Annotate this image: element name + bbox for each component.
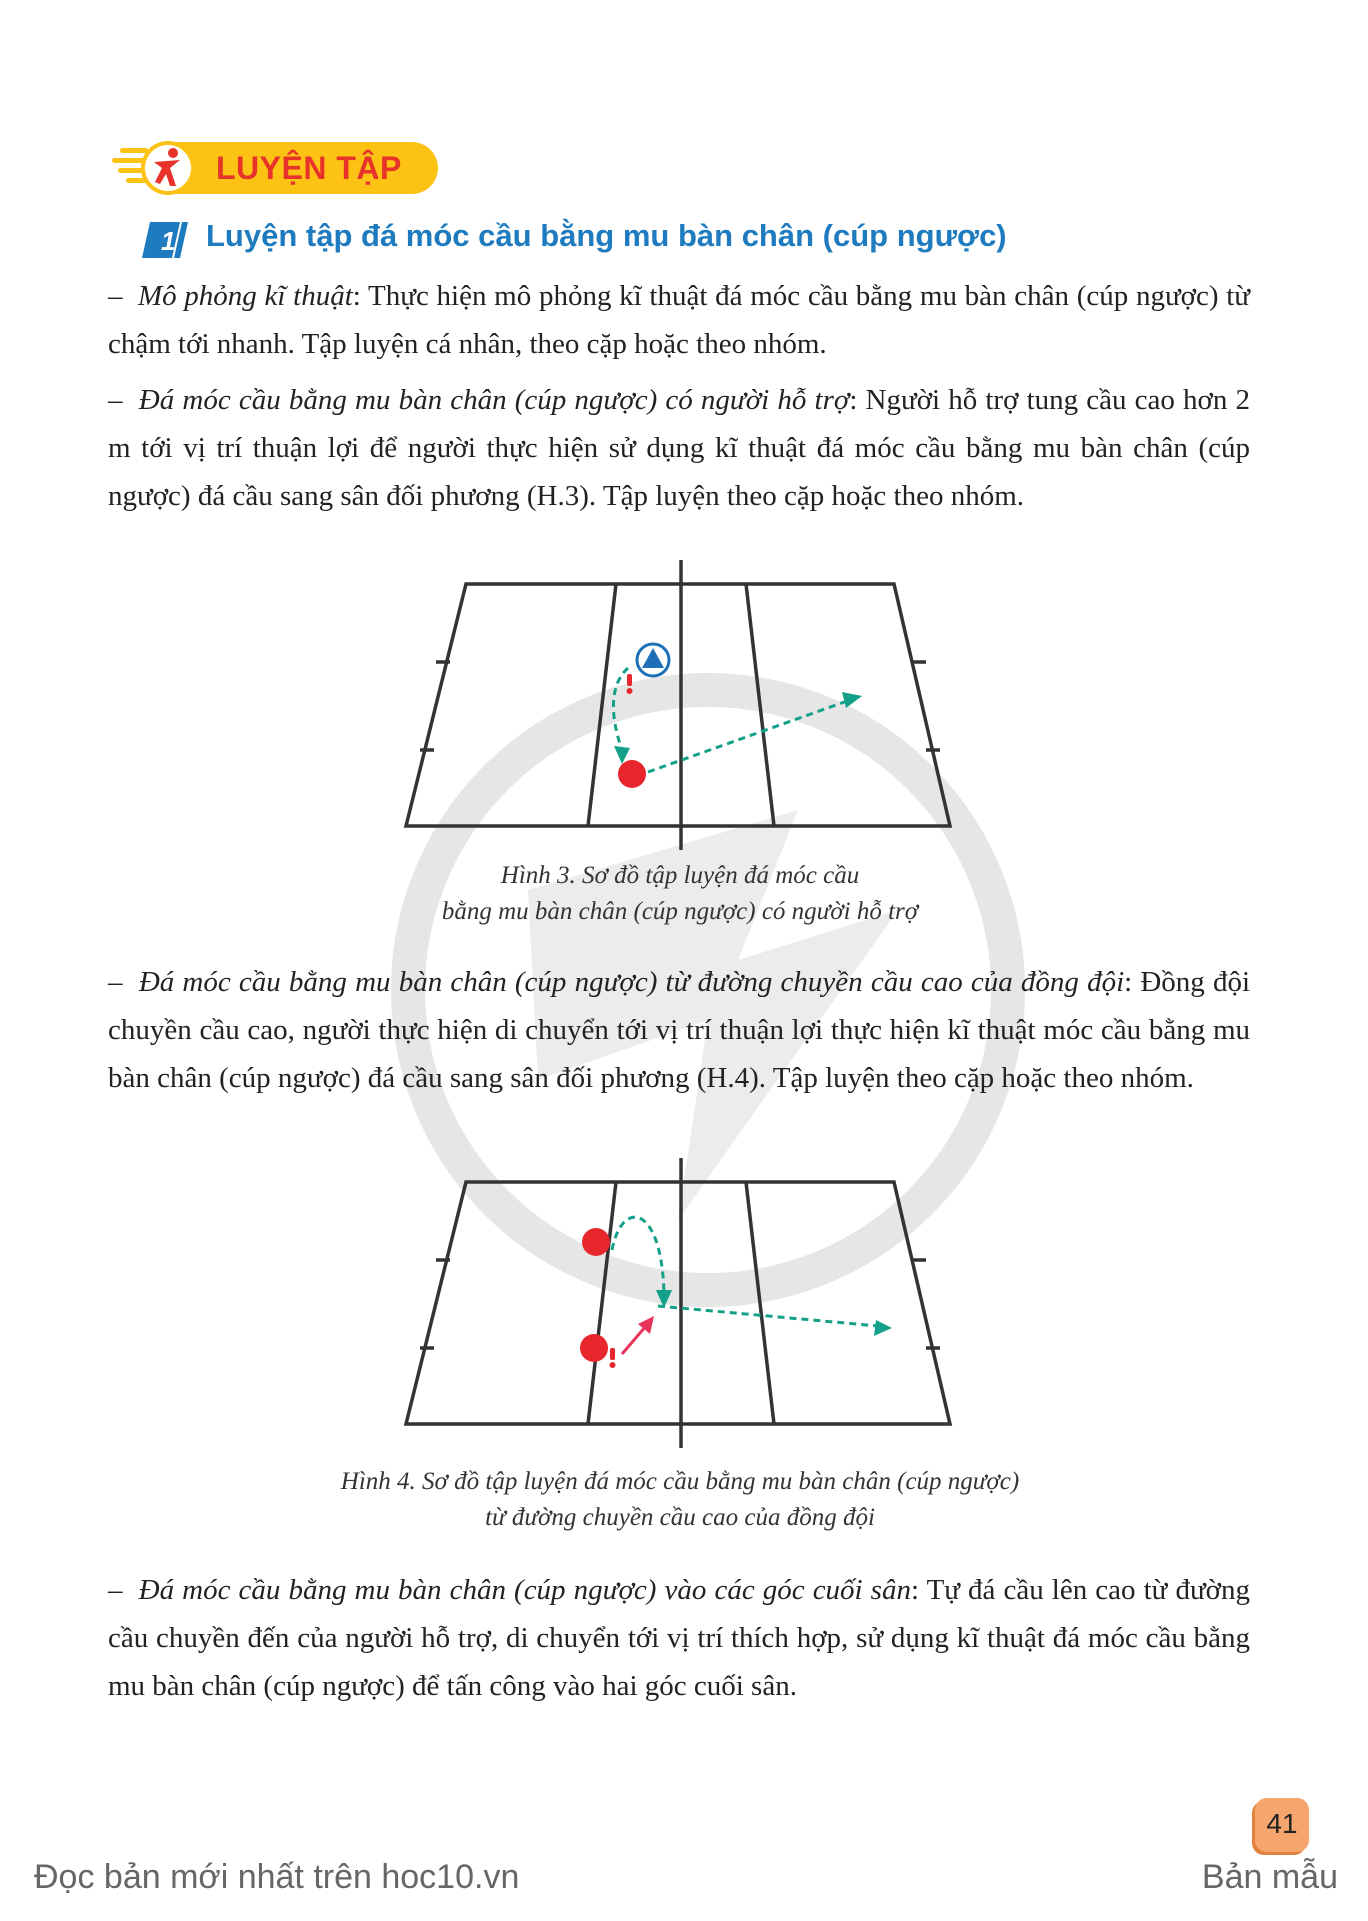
kick-arrowhead <box>842 692 862 708</box>
dash: – <box>108 384 123 416</box>
paragraph-body: : Người hỗ trợ tung cầu cao hơn 2 m tới vị trí thuận lợi để người thực hiện sử dụng kĩ thuật đá móc cầu bằng mu bàn chân (cúp ngược) đá cầu sang sân đối phương (H.3). Tập luyện theo cặp hoặc theo nhóm. <box>108 384 1251 512</box>
high-pass-path <box>612 1217 664 1294</box>
paragraph-body: : Tự đá cầu lên cao từ đường cầu chuyền đến của người hỗ trợ, di chuyển tới vị trí thích hợp, sử dụng kĩ thuật đá móc cầu bằng mu bàn chân (cúp ngược) để tấn công vào hai góc cuối sân. <box>108 1574 1250 1702</box>
paragraph-lead: Đá móc cầu bằng mu bàn chân (cúp ngược) có người hỗ trợ <box>138 384 850 416</box>
paragraph-body: : Đồng đội chuyền cầu cao, người thực hiện di chuyển tới vị trí thuận lợi thực hiện kĩ thuật móc cầu bằng mu bàn chân (cúp ngược) đá cầu sang sân đối phương (H.4). Tập luyện theo cặp hoặc theo nhóm. <box>108 966 1251 1094</box>
footer-source-link[interactable]: Đọc bản mới nhất trên hoc10.vn <box>34 1858 520 1896</box>
paragraph-body: : Thực hiện mô phỏng kĩ thuật đá móc cầu bằng mu bàn chân (cúp ngược) từ chậm tới nhanh. Tập luyện cá nhân, theo cặp hoặc theo nhóm. <box>108 280 1251 360</box>
page-number: 41 <box>1266 1808 1298 1839</box>
player-dot <box>580 1334 608 1362</box>
figure-3-caption <box>400 858 960 930</box>
paragraph-simulation <box>108 272 1250 368</box>
figure-4-caption <box>260 1464 1100 1536</box>
figure-3-court-diagram <box>400 560 960 850</box>
dash: – <box>108 280 123 312</box>
section-title: LUYỆN TẬP <box>216 150 402 186</box>
caption-line: từ đường chuyền cầu cao của đồng đội <box>485 1504 875 1531</box>
service-line-right <box>746 584 774 826</box>
paragraph-lead: Đá móc cầu bằng mu bàn chân (cúp ngược) vào các góc cuối sân <box>138 1574 911 1606</box>
service-line-right <box>746 1182 774 1424</box>
caption-line: bằng mu bàn chân (cúp ngược) có người hỗ trợ <box>441 898 919 925</box>
teammate-dot <box>582 1228 610 1256</box>
paragraph-corners <box>108 1566 1250 1710</box>
number-badge <box>142 222 188 258</box>
caption-line: Hình 4. Sơ đồ tập luyện đá móc cầu bằng mu bàn chân (cúp ngược) <box>340 1468 1020 1495</box>
shuttlecock-icon <box>627 674 633 694</box>
dash: – <box>108 966 123 998</box>
dash: – <box>108 1574 123 1606</box>
kick-path <box>658 1306 878 1326</box>
paragraph-with-support <box>108 376 1250 520</box>
kick-path <box>648 700 850 772</box>
shuttlecock-icon <box>610 1348 616 1368</box>
paragraph-lead: Mô phỏng kĩ thuật <box>137 280 353 312</box>
subheading-number: 1 <box>161 226 176 256</box>
athlete-icon <box>140 140 196 196</box>
caption-line: Hình 3. Sơ đồ tập luyện đá móc cầu <box>500 862 860 889</box>
service-line-left <box>588 584 616 826</box>
footer-sample-label: Bản mẫu <box>1201 1858 1338 1896</box>
player-dot <box>618 760 646 788</box>
subheading-text: Luyện tập đá móc cầu bằng mu bàn chân (cúp ngược) <box>206 218 1007 253</box>
court-outline <box>406 1182 950 1424</box>
court-outline <box>406 584 950 826</box>
section-banner <box>108 140 438 196</box>
approach-path <box>622 1326 646 1354</box>
figure-4-court-diagram <box>400 1158 960 1448</box>
page-number-badge <box>1255 1798 1309 1852</box>
paragraph-lead: Đá móc cầu bằng mu bàn chân (cúp ngược) từ đường chuyền cầu cao của đồng đội <box>138 966 1125 998</box>
service-line-left <box>588 1182 616 1424</box>
paragraph-high-pass <box>108 958 1250 1102</box>
toss-path <box>613 668 628 750</box>
kick-arrowhead <box>874 1320 892 1336</box>
